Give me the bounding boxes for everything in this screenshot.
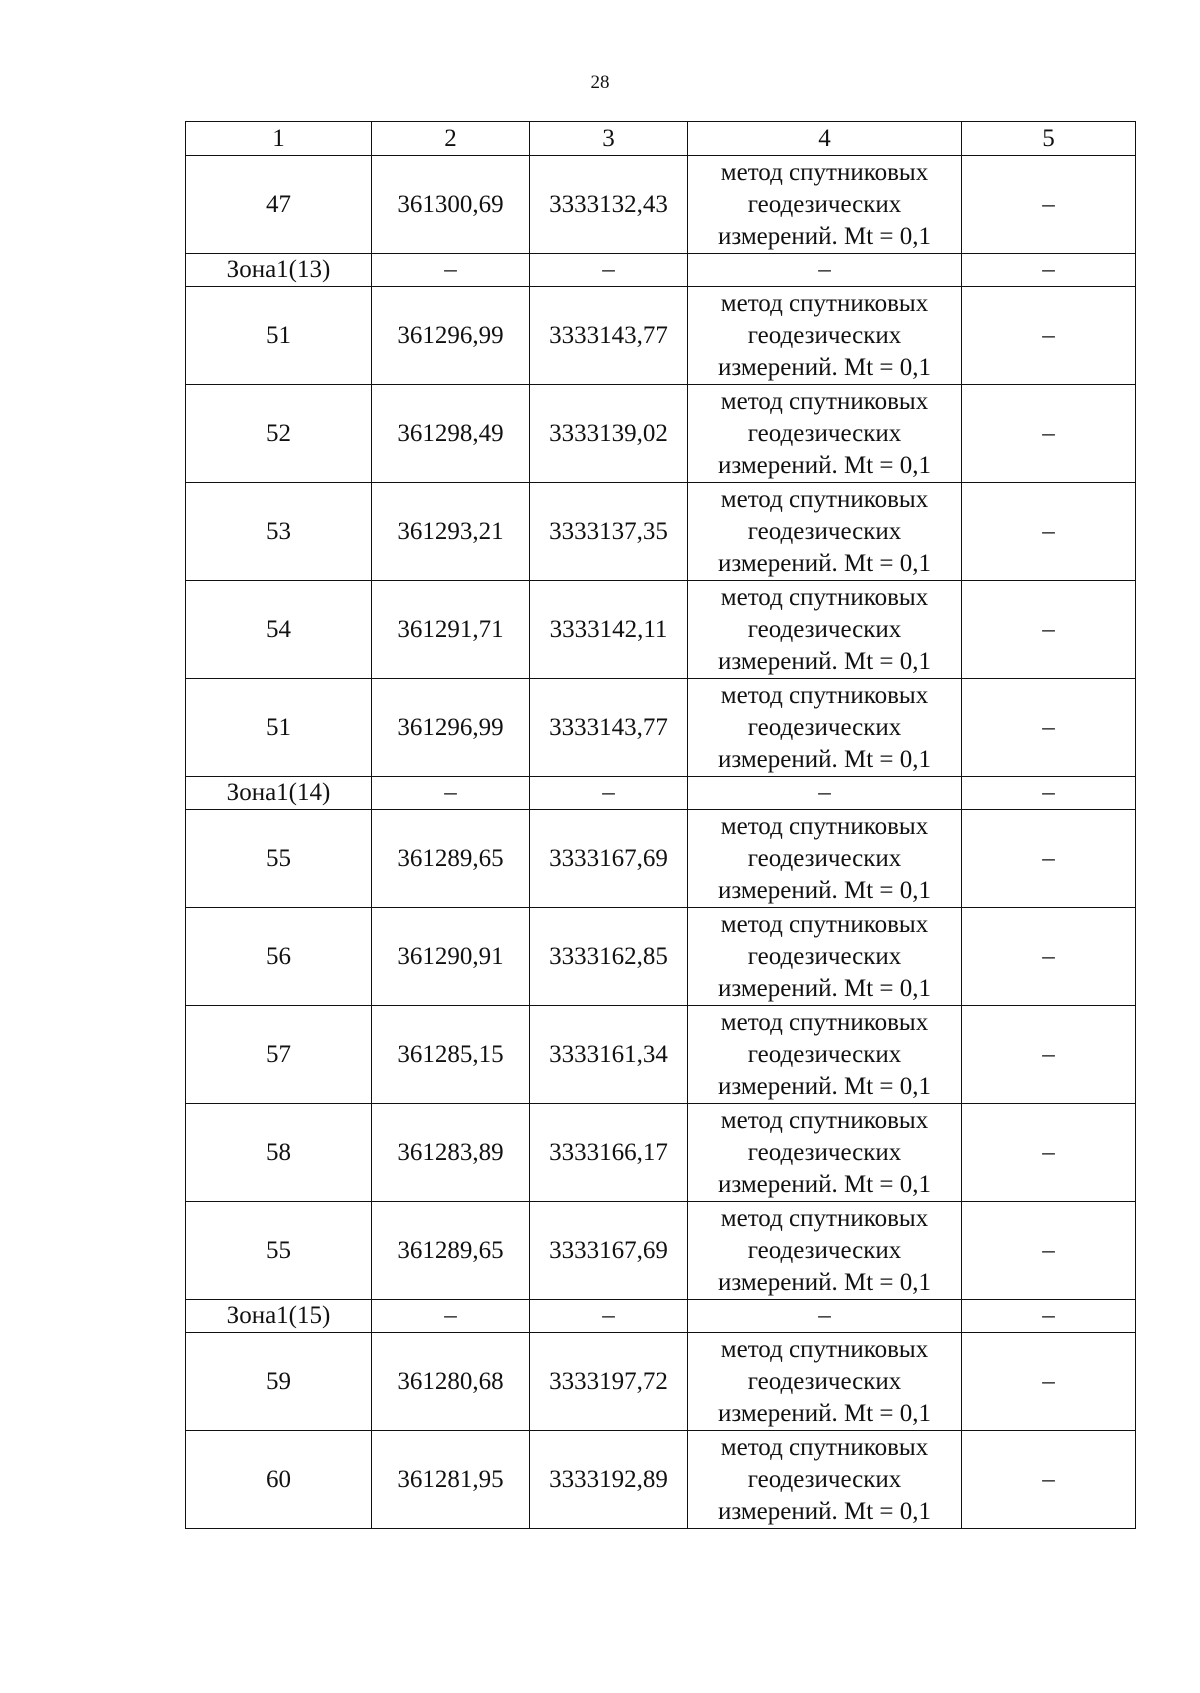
zone-row [186, 1300, 1136, 1333]
note-cell: – [962, 1104, 1136, 1202]
x-coordinate-cell: 361280,68 [372, 1333, 530, 1431]
table-row [186, 581, 1136, 679]
y-coordinate-cell: 3333132,43 [530, 156, 688, 254]
method-line: геодезических [747, 419, 902, 447]
x-coordinate-cell: 361289,65 [372, 1202, 530, 1300]
table-row [186, 1333, 1136, 1431]
method-line: метод спутниковых [720, 583, 929, 611]
method-line: геодезических [747, 1465, 902, 1493]
zone-dash-cell: – [530, 777, 688, 810]
zone-dash-cell: – [372, 1300, 530, 1333]
method-cell [688, 287, 962, 385]
zone-dash-cell: – [688, 1300, 962, 1333]
zone-dash-cell: – [962, 1300, 1136, 1333]
x-coordinate-cell: 361298,49 [372, 385, 530, 483]
table-row [186, 1006, 1136, 1104]
method-line: геодезических [747, 1138, 902, 1166]
method-line: измерений. Mt = 0,1 [717, 222, 932, 250]
point-number-cell: 55 [186, 810, 372, 908]
method-cell [688, 908, 962, 1006]
note-cell: – [962, 287, 1136, 385]
method-line: метод спутниковых [720, 1335, 929, 1363]
method-line: геодезических [747, 1236, 902, 1264]
zone-label: Зона1(13) [186, 254, 372, 287]
note-cell: – [962, 1333, 1136, 1431]
method-cell [688, 810, 962, 908]
zone-dash-cell: – [372, 777, 530, 810]
point-number-cell: 54 [186, 581, 372, 679]
x-coordinate-cell: 361289,65 [372, 810, 530, 908]
zone-dash-cell: – [372, 254, 530, 287]
point-number-cell: 51 [186, 287, 372, 385]
zone-dash-cell: – [530, 254, 688, 287]
column-number-cell: 4 [688, 122, 962, 156]
method-cell [688, 1202, 962, 1300]
zone-dash-cell: – [688, 254, 962, 287]
method-line: измерений. Mt = 0,1 [717, 353, 932, 381]
method-cell [688, 679, 962, 777]
x-coordinate-cell: 361290,91 [372, 908, 530, 1006]
y-coordinate-cell: 3333167,69 [530, 810, 688, 908]
table-body [186, 122, 1136, 1529]
page-number: 28 [590, 72, 610, 93]
method-line: метод спутниковых [720, 910, 929, 938]
zone-dash-cell: – [962, 254, 1136, 287]
point-number-cell: 60 [186, 1431, 372, 1529]
method-line: геодезических [747, 1367, 902, 1395]
zone-label: Зона1(14) [186, 777, 372, 810]
table-row [186, 156, 1136, 254]
x-coordinate-cell: 361285,15 [372, 1006, 530, 1104]
method-line: измерений. Mt = 0,1 [717, 974, 932, 1002]
method-line: метод спутниковых [720, 1204, 929, 1232]
note-cell: – [962, 1006, 1136, 1104]
point-number-cell: 53 [186, 483, 372, 581]
method-cell [688, 156, 962, 254]
method-line: измерений. Mt = 0,1 [717, 549, 932, 577]
zone-dash-cell: – [962, 777, 1136, 810]
note-cell: – [962, 483, 1136, 581]
method-line: метод спутниковых [720, 485, 929, 513]
method-line: геодезических [747, 713, 902, 741]
zone-dash-cell: – [530, 1300, 688, 1333]
method-line: геодезических [747, 321, 902, 349]
y-coordinate-cell: 3333197,72 [530, 1333, 688, 1431]
method-line: метод спутниковых [720, 1433, 929, 1461]
x-coordinate-cell: 361293,21 [372, 483, 530, 581]
y-coordinate-cell: 3333167,69 [530, 1202, 688, 1300]
table-row [186, 679, 1136, 777]
x-coordinate-cell: 361281,95 [372, 1431, 530, 1529]
note-cell: – [962, 908, 1136, 1006]
point-number-cell: 52 [186, 385, 372, 483]
note-cell: – [962, 385, 1136, 483]
method-line: метод спутниковых [720, 158, 929, 186]
method-cell [688, 1333, 962, 1431]
point-number-cell: 55 [186, 1202, 372, 1300]
point-number-cell: 51 [186, 679, 372, 777]
y-coordinate-cell: 3333143,77 [530, 287, 688, 385]
y-coordinate-cell: 3333142,11 [530, 581, 688, 679]
table-row [186, 385, 1136, 483]
method-line: метод спутниковых [720, 812, 929, 840]
zone-row [186, 254, 1136, 287]
zone-row [186, 777, 1136, 810]
method-line: геодезических [747, 844, 902, 872]
note-cell: – [962, 1202, 1136, 1300]
method-line: измерений. Mt = 0,1 [717, 1170, 932, 1198]
note-cell: – [962, 679, 1136, 777]
y-coordinate-cell: 3333166,17 [530, 1104, 688, 1202]
x-coordinate-cell: 361291,71 [372, 581, 530, 679]
method-line: измерений. Mt = 0,1 [717, 876, 932, 904]
x-coordinate-cell: 361300,69 [372, 156, 530, 254]
table-row [186, 1104, 1136, 1202]
table-row [186, 287, 1136, 385]
zone-dash-cell: – [688, 777, 962, 810]
method-line: геодезических [747, 615, 902, 643]
method-cell [688, 1431, 962, 1529]
column-number-cell: 1 [186, 122, 372, 156]
y-coordinate-cell: 3333137,35 [530, 483, 688, 581]
y-coordinate-cell: 3333162,85 [530, 908, 688, 1006]
method-line: измерений. Mt = 0,1 [717, 1268, 932, 1296]
point-number-cell: 58 [186, 1104, 372, 1202]
column-number-cell: 5 [962, 122, 1136, 156]
table-row [186, 1202, 1136, 1300]
point-number-cell: 59 [186, 1333, 372, 1431]
table-row [186, 810, 1136, 908]
column-number-cell: 2 [372, 122, 530, 156]
table-row [186, 908, 1136, 1006]
note-cell: – [962, 1431, 1136, 1529]
point-number-cell: 47 [186, 156, 372, 254]
x-coordinate-cell: 361296,99 [372, 679, 530, 777]
method-line: измерений. Mt = 0,1 [717, 745, 932, 773]
column-number-row [186, 122, 1136, 156]
method-line: измерений. Mt = 0,1 [717, 451, 932, 479]
method-line: измерений. Mt = 0,1 [717, 1497, 932, 1525]
method-line: метод спутниковых [720, 1008, 929, 1036]
column-number-cell: 3 [530, 122, 688, 156]
table-row [186, 483, 1136, 581]
method-line: геодезических [747, 517, 902, 545]
method-line: метод спутниковых [720, 1106, 929, 1134]
y-coordinate-cell: 3333143,77 [530, 679, 688, 777]
method-line: измерений. Mt = 0,1 [717, 1072, 932, 1100]
coordinates-table [185, 121, 1136, 1529]
method-line: геодезических [747, 1040, 902, 1068]
zone-label: Зона1(15) [186, 1300, 372, 1333]
method-cell [688, 1006, 962, 1104]
x-coordinate-cell: 361296,99 [372, 287, 530, 385]
table-row [186, 1431, 1136, 1529]
point-number-cell: 56 [186, 908, 372, 1006]
note-cell: – [962, 581, 1136, 679]
method-cell [688, 581, 962, 679]
y-coordinate-cell: 3333161,34 [530, 1006, 688, 1104]
note-cell: – [962, 156, 1136, 254]
method-cell [688, 483, 962, 581]
method-line: метод спутниковых [720, 681, 929, 709]
y-coordinate-cell: 3333192,89 [530, 1431, 688, 1529]
method-line: метод спутниковых [720, 289, 929, 317]
x-coordinate-cell: 361283,89 [372, 1104, 530, 1202]
method-cell [688, 1104, 962, 1202]
method-line: измерений. Mt = 0,1 [717, 647, 932, 675]
point-number-cell: 57 [186, 1006, 372, 1104]
method-line: метод спутниковых [720, 387, 929, 415]
method-cell [688, 385, 962, 483]
method-line: геодезических [747, 190, 902, 218]
y-coordinate-cell: 3333139,02 [530, 385, 688, 483]
method-line: геодезических [747, 942, 902, 970]
note-cell: – [962, 810, 1136, 908]
method-line: измерений. Mt = 0,1 [717, 1399, 932, 1427]
